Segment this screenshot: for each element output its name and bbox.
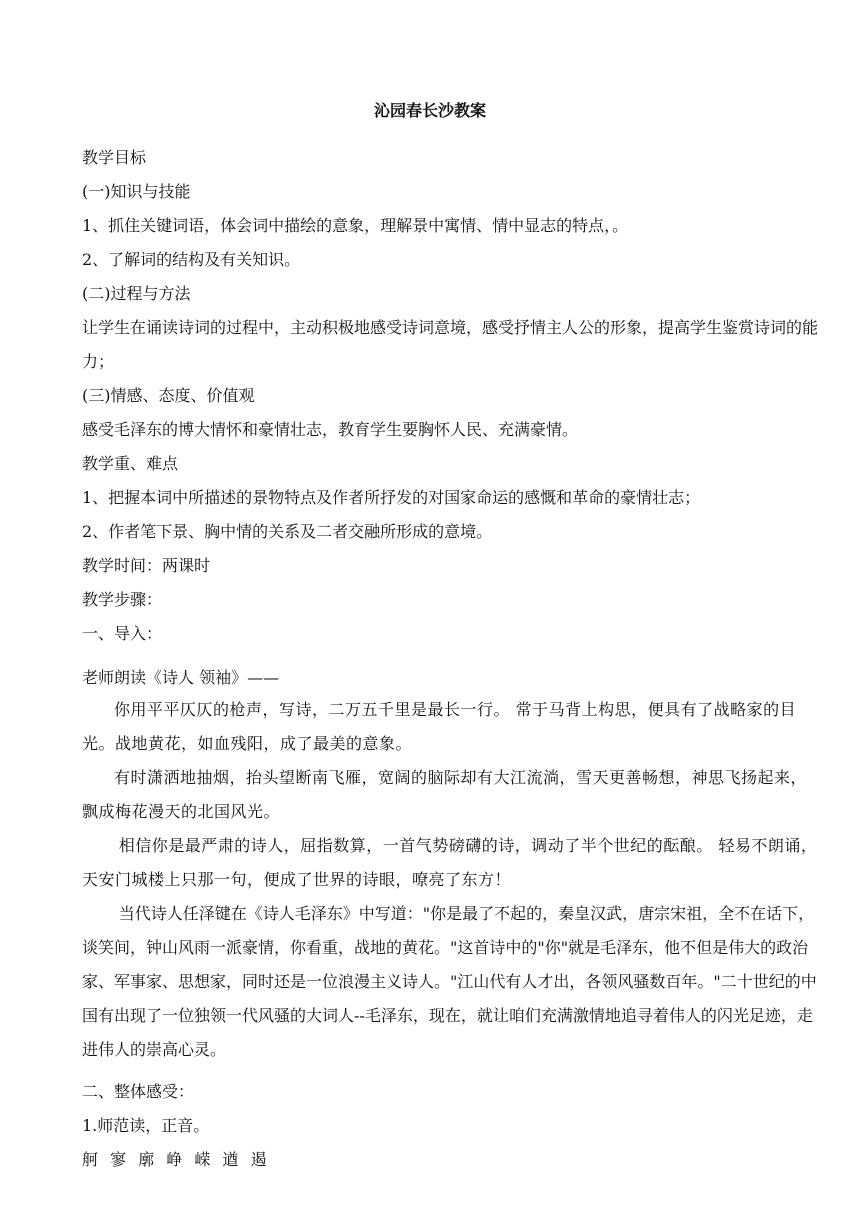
poem-paragraph-3: 相信你是最严肃的诗人，屈指数算，一首气势磅礴的诗，调动了半个世纪的酝酿。 轻易不朗诵，天安门城楼上只那一句，便成了世界的诗眼，嘹亮了东方！ xyxy=(82,836,818,889)
character: 峥 xyxy=(166,1150,183,1169)
step-intro: 一、导入： xyxy=(82,624,163,643)
goal-item-2: 2、了解词的结构及有关知识。 xyxy=(82,250,301,269)
character: 廓 xyxy=(138,1150,155,1169)
goal-item-1: 1、抓住关键词语，体会词中描绘的意象，理解景中寓情、情中显志的特点，。 xyxy=(82,216,629,235)
character: 遏 xyxy=(250,1150,267,1169)
subheading-emotion-values: (三)情感、态度、价值观 xyxy=(82,386,255,405)
intro-paragraph: 当代诗人任泽键在《诗人毛泽东》中写道："你是最了不起的，秦皇汉武，唐宗宋祖，全不在话下，谈笑间，钟山风雨一派豪情，你看重，战地的黄花。"这首诗中的"你"就是毛泽东，他不但是伟大的政治家、军事家、思想家，同时还是一位浪漫主义诗人。"江山代有人才出，各领风骚数百年。"二十世纪的中国有出现了一位独领一代风骚的大词人--毛泽东，现在，就让咱们充满激情地追寻着伟人的闪光足迹，走进伟人的崇高心灵。 xyxy=(82,904,817,1059)
poem-intro-line: 老师朗读《诗人 领袖》—— xyxy=(82,668,280,687)
character: 嵘 xyxy=(194,1150,211,1169)
process-method-text: 让学生在诵读诗词的过程中，主动积极地感受诗词意境，感受抒情主人公的形象，提高学生鉴赏诗词的能力； xyxy=(82,318,819,371)
step-overall-item-1: 1.师范读，正音。 xyxy=(82,1116,210,1135)
heading-key-points: 教学重、难点 xyxy=(82,454,179,473)
teaching-time: 教学时间：两课时 xyxy=(82,556,211,575)
subheading-process-method: (二)过程与方法 xyxy=(82,284,191,303)
step-overall: 二、整体感受： xyxy=(82,1082,195,1101)
character: 遒 xyxy=(222,1150,239,1169)
heading-teaching-goals: 教学目标 xyxy=(82,148,147,167)
emotion-values-text: 感受毛泽东的博大情怀和豪情壮志，教育学生要胸怀人民、充满豪情。 xyxy=(82,420,579,439)
poem-paragraph-2: 有时潇洒地抽烟，抬头望断南飞雁，宽阔的脑际却有大江流淌，雪天更善畅想，神思飞扬起来，飘成梅花漫天的北国风光。 xyxy=(82,768,808,821)
pronunciation-characters xyxy=(82,1149,822,1171)
key-point-1: 1、把握本词中所描述的景物特点及作者所抒发的对国家命运的感慨和革命的豪情壮志； xyxy=(82,488,701,507)
document-title: 沁园春长沙教案 xyxy=(373,101,486,120)
character: 寥 xyxy=(110,1150,127,1169)
subheading-knowledge-skills: (一)知识与技能 xyxy=(82,182,191,201)
poem-paragraph-1: 你用平平仄仄的枪声，写诗，二万五千里是最长一行。 常于马背上构思，便具有了战略家的目光。战地黄花，如血残阳，成了最美的意象。 xyxy=(82,700,797,753)
key-point-2: 2、作者笔下景、胸中情的关系及二者交融所形成的意境。 xyxy=(82,522,493,541)
heading-teaching-steps: 教学步骤： xyxy=(82,590,163,609)
character: 舸 xyxy=(82,1150,99,1169)
